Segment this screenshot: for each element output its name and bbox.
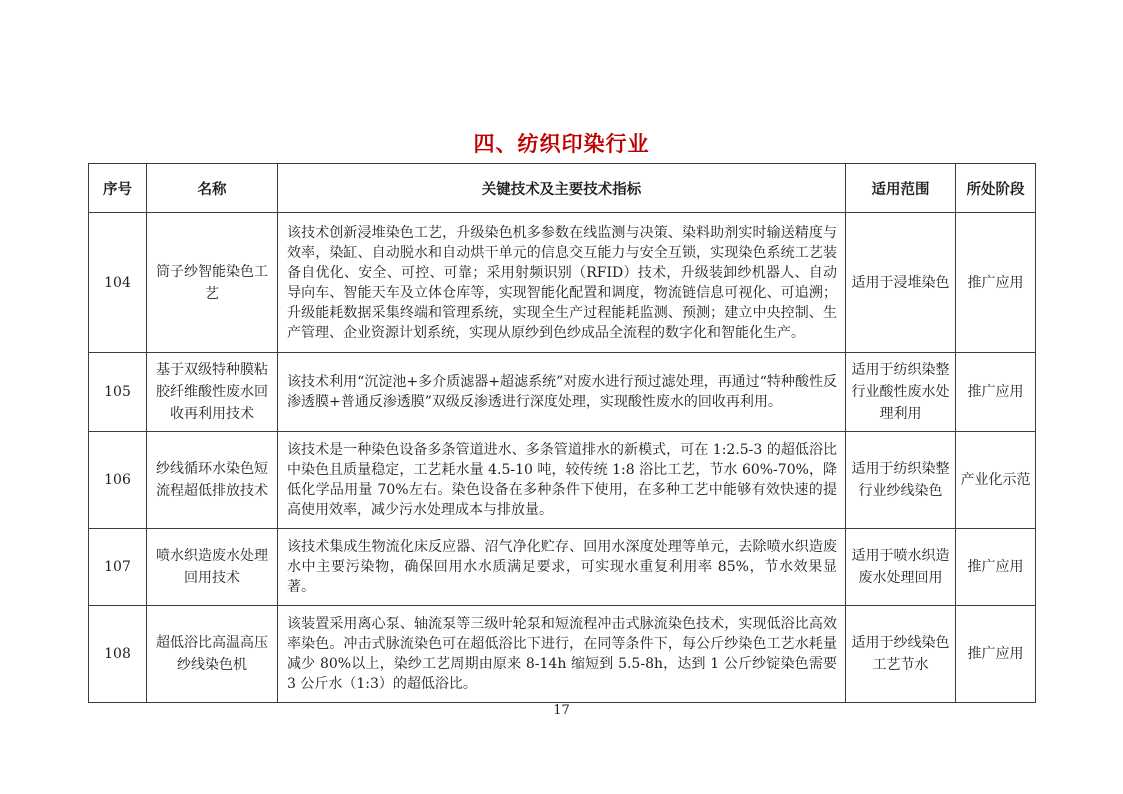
row-applicable-scope: 适用于纺织染整行业纱线染色	[846, 432, 956, 529]
header-key-technology: 关键技术及主要技术指标	[278, 164, 846, 213]
row-tech-description: 该装置采用离心泵、轴流泵等三级叶轮泵和短流程冲击式脉流染色技术，实现低浴比高效率染色。冲击式脉流染色可在超低浴比下进行，在同等条件下，每公斤纱染色工艺水耗量减少 80%以上，染纱工艺周期由原来 8-14h 缩短到 5.5-8h，达到 1 公斤纱锭染色需要 3 公斤水（1:3）的超低浴比。	[278, 606, 846, 703]
table-row	[89, 213, 1036, 353]
row-tech-description: 该技术集成生物流化床反应器、沼气净化贮存、回用水深度处理等单元，去除喷水织造废水中主要污染物，确保回用水水质满足要求，可实现水重复利用率 85%，节水效果显著。	[278, 529, 846, 606]
page-number: 17	[553, 703, 570, 718]
row-tech-name: 纱线循环水染色短流程超低排放技术	[147, 432, 278, 529]
table-row	[89, 606, 1036, 703]
row-stage: 推广应用	[956, 606, 1036, 703]
header-stage: 所处阶段	[956, 164, 1036, 213]
row-stage: 产业化示范	[956, 432, 1036, 529]
row-tech-description: 该技术创新浸堆染色工艺，升级染色机多参数在线监测与决策、染料助剂实时输送精度与效率，染缸、自动脱水和自动烘干单元的信息交互能力与安全互锁，实现染色系统工艺装备自优化、安全、可控、可靠；采用射频识别（RFID）技术，升级装卸纱机器人、自动导向车、智能天车及立体仓库等，实现智能化配置和调度，物流链信息可视化、可追溯；升级能耗数据采集终端和管理系统，实现全生产过程能耗监测、预测；建立中央控制、生产管理、企业资源计划系统，实现从原纱到色纱成品全流程的数字化和智能化生产。	[278, 213, 846, 353]
row-applicable-scope: 适用于喷水织造废水处理回用	[846, 529, 956, 606]
header-applicable-scope: 适用范围	[846, 164, 956, 213]
row-tech-description: 该技术是一种染色设备多条管道进水、多条管道排水的新模式，可在 1:2.5-3 的超低浴比中染色且质量稳定，工艺耗水量 4.5-10 吨，较传统 1:8 浴比工艺，节水 60%-70%，降低化学品用量 70%左右。染色设备在多种条件下使用，在多种工艺中能够有效快速的提高使用效率，减少污水处理成本与排放量。	[278, 432, 846, 529]
row-applicable-scope: 适用于纱线染色工艺节水	[846, 606, 956, 703]
row-serial-number: 104	[89, 213, 147, 353]
header-name: 名称	[147, 164, 278, 213]
row-tech-name: 喷水织造废水处理回用技术	[147, 529, 278, 606]
row-serial-number: 106	[89, 432, 147, 529]
table-row	[89, 432, 1036, 529]
row-serial-number: 105	[89, 353, 147, 432]
header-serial-number: 序号	[89, 164, 147, 213]
row-serial-number: 108	[89, 606, 147, 703]
row-stage: 推广应用	[956, 529, 1036, 606]
table-row	[89, 529, 1036, 606]
row-applicable-scope: 适用于浸堆染色	[846, 213, 956, 353]
row-applicable-scope: 适用于纺织染整行业酸性废水处理利用	[846, 353, 956, 432]
row-tech-name: 筒子纱智能染色工艺	[147, 213, 278, 353]
row-stage: 推广应用	[956, 353, 1036, 432]
row-tech-name: 基于双级特种膜粘胶纤维酸性废水回收再利用技术	[147, 353, 278, 432]
table-row	[89, 353, 1036, 432]
row-tech-description: 该技术利用“沉淀池+多介质滤器+超滤系统”对废水进行预过滤处理，再通过“特种酸性反渗透膜+普通反渗透膜”双级反渗透进行深度处理，实现酸性废水的回收再利用。	[278, 353, 846, 432]
section-title: 四、纺织印染行业	[473, 131, 650, 156]
row-serial-number: 107	[89, 529, 147, 606]
row-tech-name: 超低浴比高温高压纱线染色机	[147, 606, 278, 703]
table-header-row	[89, 164, 1036, 213]
technology-table	[88, 163, 1036, 703]
row-stage: 推广应用	[956, 213, 1036, 353]
